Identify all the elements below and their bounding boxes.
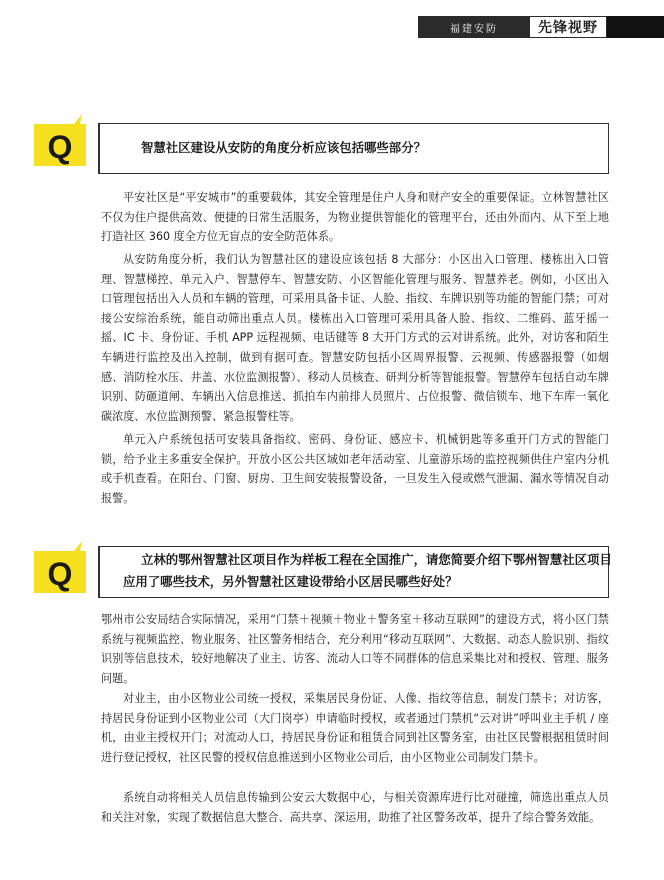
question-text-line1: 立林的鄂州智慧社区项目作为样板工程在全国推广，请您简要介绍下鄂州智慧社区项目 — [141, 552, 612, 567]
q-badge-icon — [28, 110, 92, 174]
answer-paragraph: 单元入户系统包括可安装具备指纹、密码、身份证、感应卡、机械钥匙等多重开门方式的智能门锁，给予业主多重安全保护。开放小区公共区域如老年活动室、儿童游乐场的监控视频供住户室内分机或手机查看。在阳台、门窗、厨房、卫生间安装报警设备，一旦发生入侵或燃气泄漏、漏水等情况自动报警。 — [101, 433, 609, 505]
question-text-line2: 应用了哪些技术，另外智慧社区建设带给小区居民哪些好处？ — [123, 574, 458, 589]
column-header — [418, 16, 607, 38]
answer-paragraph: 从安防角度分析，我们认为智慧社区的建设应该包括 8 大部分：小区出入口管理、楼栋出入口管理、智慧梯控、单元入户、智慧停车、智慧安防、小区智能化管理与服务、智慧养老。例如，小区出入口管理包括出入人员和车辆的管理，可采用具备卡证、人脸、指纹、车牌识别等功能的智能门禁；可对接公安综治系统，能自动筛出重点人员。楼栋出入口管理可采用具备人脸、指纹、二维码、蓝牙摇一摇、IC 卡、身份证、手机 APP 远程视频、电话键等 8 大开门方式的云对讲系统。此外，对访客和陌生车辆进行监控及出入控制，做到有据可查。智慧安防包括小区周界报警、云视频、传感器报警（如烟感、消防栓水压、井盖、水位监测报警）、移动人员核查、研判分析等智能报警。智慧停车包括自动车牌识别、防砸道闸、车辆出入信息推送、抓拍车内前排人员照片、占位报警、微信锁车、地下车库一氧化碳浓度、水位监测预警、紧急报警柱等。 — [101, 253, 609, 423]
column-title: 先锋视野 — [530, 16, 607, 38]
section-label: 福建安防 — [418, 16, 530, 38]
answer-paragraph: 鄂州市公安局结合实际情况，采用“门禁＋视频＋物业＋警务室＋移动互联网”的建设方式，将小区门禁系统与视频监控、物业服务、社区警务相结合，充分利用“移动互联网”、大数据、动态人脸识别、指纹识别等信息技术，较好地解决了业主、访客、流动人口等不同群体的信息采集比对和授权、管理、服务问题。 — [101, 613, 609, 685]
answer-paragraph: 对业主，由小区物业公司统一授权，采集居民身份证、人像、指纹等信息，制发门禁卡；对访客，持居民身份证到小区物业公司（大门岗亭）申请临时授权，或者通过门禁机“云对讲”呼叫业主手机 / 座机，由业主授权开门；对流动人口，持居民身份证和租赁合同到社区警务室，由社区民警根据租赁时间进行登记授权，社区民警的授权信息推送到小区物业公司后，由小区物业公司制发门禁卡。 — [101, 692, 609, 764]
answer-paragraph: 平安社区是“平安城市”的重要载体，其安全管理是住户人身和财产安全的重要保证。立林智慧社区不仅为住户提供高效、便捷的日常生活服务，为物业提供智能化的管理平台，还由外而内、从下至上地打造社区 360 度全方位无盲点的安全防范体系。 — [101, 191, 609, 244]
question-text: 智慧社区建设从安防的角度分析应该包括哪些部分？ — [141, 140, 426, 155]
q-badge-icon — [28, 537, 92, 601]
answer-paragraph: 系统自动将相关人员信息传输到公安云大数据中心，与相关资源库进行比对碰撞，筛选出重点人员和关注对象，实现了数据信息大整合、高共享、深运用，助推了社区警务改革，提升了综合警务效能。 — [101, 791, 609, 824]
header-black-bar — [607, 16, 664, 38]
q-letter: Q — [47, 556, 73, 592]
q-letter: Q — [47, 129, 73, 165]
